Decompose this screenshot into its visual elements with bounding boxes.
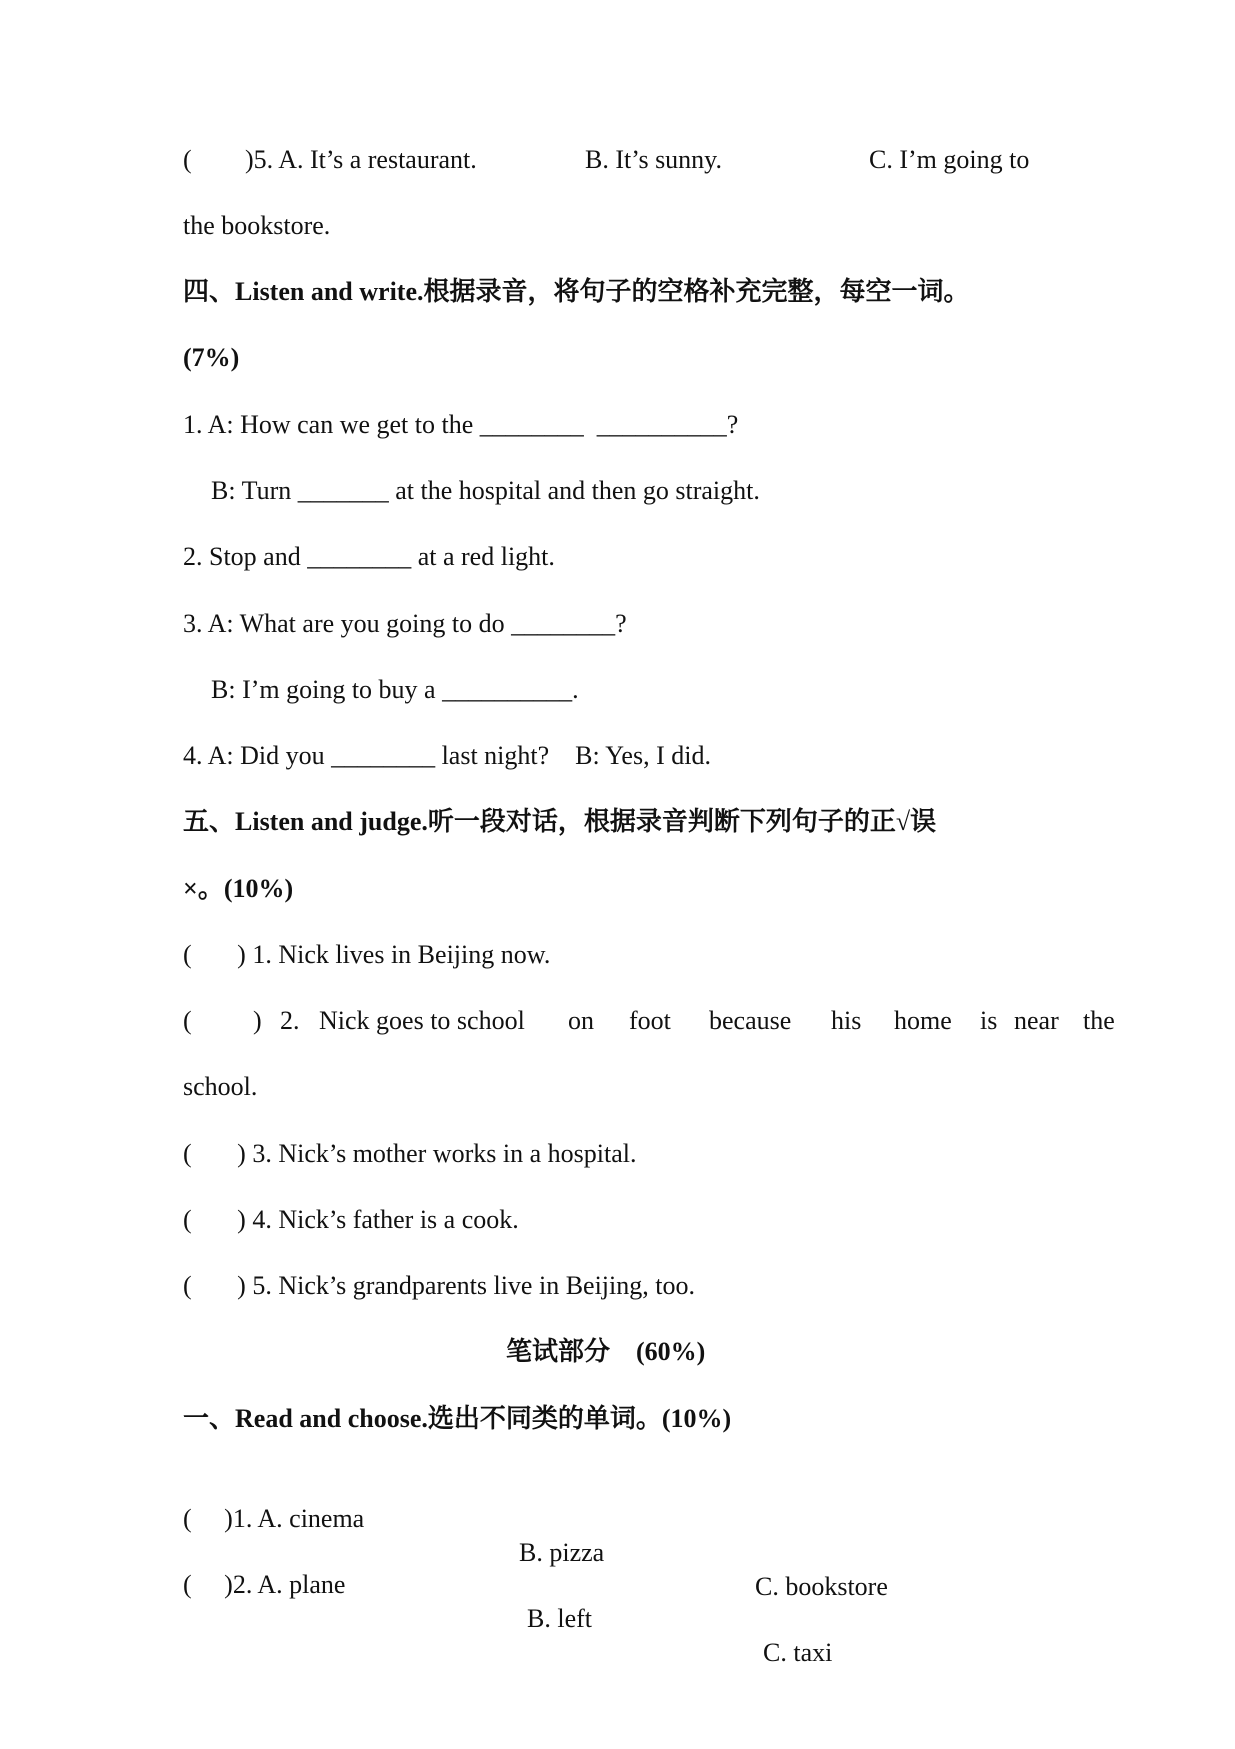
written-part-title: 笔试部分 (60%) [506, 1337, 706, 1366]
section-4-line-3: 3. A: What are you going to do ________? [183, 609, 627, 638]
option-b: B. left [527, 1604, 592, 1633]
item-word: near [1014, 1006, 1059, 1035]
answer-paren-open: ( [183, 1006, 192, 1035]
section-4-points: (7%) [183, 343, 240, 372]
question-5-continuation: the bookstore. [183, 211, 331, 240]
item-word: is [980, 1006, 998, 1035]
item-word: foot [629, 1006, 671, 1035]
judge-item-5: ( ) 5. Nick’s grandparents live in Beijing, too. [183, 1271, 695, 1300]
section-4-line-2: 2. Stop and ________ at a red light. [183, 542, 555, 571]
judge-item-4: ( ) 4. Nick’s father is a cook. [183, 1205, 519, 1234]
section-4-line-1b: B: Turn _______ at the hospital and then go straight. [211, 476, 760, 505]
question-stem: ( )1. A. cinema [183, 1504, 365, 1533]
option-c: C. bookstore [755, 1572, 888, 1601]
option-c: C. I’m going to [869, 145, 1030, 174]
judge-item-1: ( ) 1. Nick lives in Beijing now. [183, 940, 551, 969]
item-word: Nick goes to school [319, 1006, 525, 1035]
written-section-1-heading: 一、Read and choose.选出不同类的单词。(10%) [183, 1404, 732, 1433]
section-4-line-4: 4. A: Did you ________ last night? B: Yes, I did. [183, 741, 711, 770]
answer-paren: ( [183, 145, 192, 174]
section-4-heading: 四、Listen and write.根据录音，将句子的空格补充完整，每空一词。 [183, 277, 970, 306]
option-b: B. It’s sunny. [585, 145, 722, 174]
item-word: his [831, 1006, 862, 1035]
section-5-heading-cont: ×。(10%) [183, 874, 294, 903]
option-b: B. pizza [519, 1538, 605, 1567]
item-word: home [894, 1006, 952, 1035]
question-stem: ( )2. A. plane [183, 1570, 346, 1599]
item-word: the [1083, 1006, 1115, 1035]
item-word: on [568, 1006, 594, 1035]
section-4-line-1: 1. A: How can we get to the ________ __________? [183, 410, 739, 439]
section-4-line-3b: B: I’m going to buy a __________. [211, 675, 579, 704]
question-stem: )5. A. It’s a restaurant. [245, 145, 477, 174]
item-number: 2. [280, 1006, 300, 1035]
section-5-heading: 五、Listen and judge.听一段对话，根据录音判断下列句子的正√误 [183, 807, 937, 836]
item-word: because [709, 1006, 792, 1035]
answer-paren-close: ) [253, 1006, 262, 1035]
option-c: C. taxi [763, 1638, 833, 1667]
judge-item-2-cont: school. [183, 1072, 258, 1101]
judge-item-3: ( ) 3. Nick’s mother works in a hospital. [183, 1139, 637, 1168]
